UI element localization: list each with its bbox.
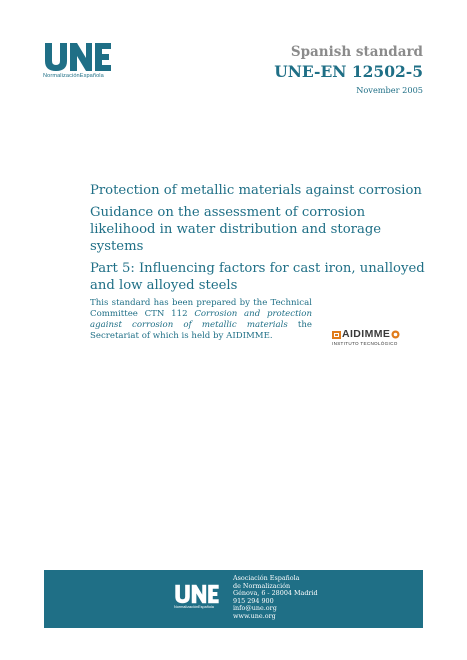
footer-phone: 915 294 900 xyxy=(233,596,274,605)
footer-une-logo xyxy=(174,584,222,609)
footer-band xyxy=(44,570,423,628)
une-logo-mark xyxy=(43,42,113,72)
footer-une-logo-mark xyxy=(174,584,220,604)
logo-subtitle: NormalizaciónEspañola xyxy=(43,73,104,79)
aidimme-left-mark-icon xyxy=(332,330,342,340)
standard-date: November 2005 xyxy=(356,85,423,95)
aidimme-logo xyxy=(332,329,414,346)
title-guidance: Guidance on the assessment of corrosion likelihood in water distribution and storage systems xyxy=(90,205,382,254)
footer-address: Génova, 6 - 28004 Madrid xyxy=(233,589,318,598)
preparation-after: the Secretariat of which is held by AIDIMME. xyxy=(90,320,312,341)
standard-identification xyxy=(274,44,423,96)
une-logo xyxy=(43,42,115,79)
aidimme-wordmark: AIDIMME xyxy=(342,328,391,340)
footer-logo-subtitle: NormalizaciónEspañola xyxy=(174,605,214,609)
aidimme-subtitle: INSTITUTO TECNOLÓGICO xyxy=(332,341,398,346)
preparation-statement xyxy=(90,298,312,342)
footer-org-line-2: de Normalización xyxy=(233,581,291,590)
committee-name: Corrosion and protection against corrosion of metallic materials xyxy=(90,309,312,330)
title-main: Protection of metallic materials against corrosion xyxy=(90,183,422,198)
footer-email[interactable]: info@une.org xyxy=(233,604,277,613)
aidimme-right-mark-icon xyxy=(391,330,400,339)
footer-contact-info xyxy=(233,575,318,621)
footer-org-line-1: Asociación Española xyxy=(233,574,300,582)
preparation-before: This standard has been prepared by the Technical Committee CTN 112 xyxy=(90,298,312,319)
title-part: Part 5: Influencing factors for cast iron, unalloyed and low alloyed steels xyxy=(90,261,425,293)
footer-website[interactable]: www.une.org xyxy=(233,611,276,620)
document-titles xyxy=(90,182,430,299)
standard-label: Spanish standard xyxy=(290,44,423,60)
standard-code: UNE-EN 12502-5 xyxy=(274,62,423,81)
